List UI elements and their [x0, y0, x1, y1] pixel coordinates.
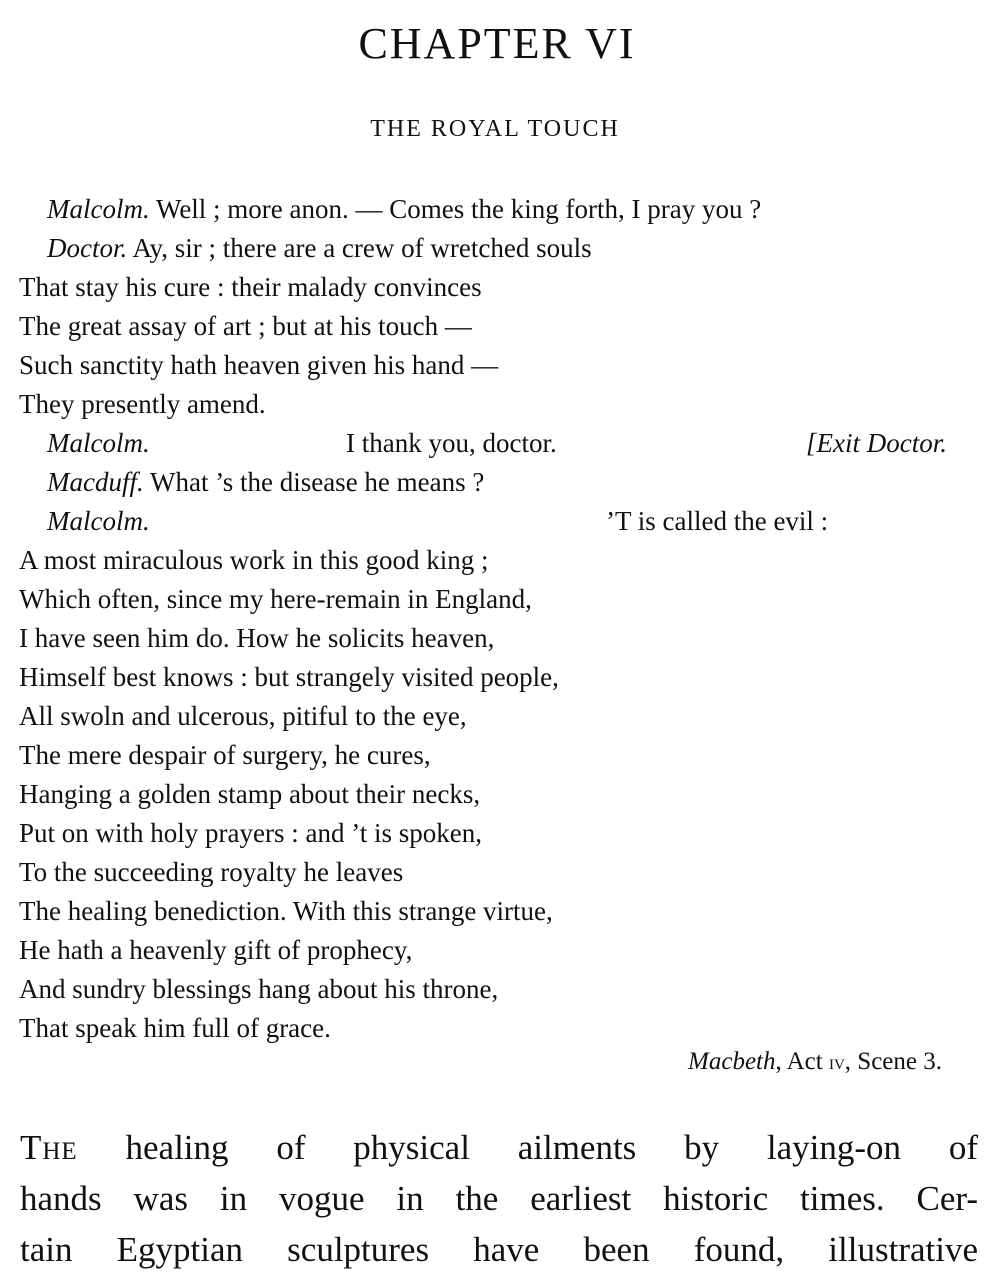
verse-text: Well ; more anon. — Comes the king forth, I pray you ?	[149, 194, 762, 224]
verse-text: ’T is called the evil :	[606, 506, 829, 536]
paragraph-line-text: healing of physical ailments by laying-on of	[77, 1128, 978, 1167]
verse-line: To the succeeding royalty he leaves	[19, 857, 404, 887]
epigraph-citation	[688, 1048, 942, 1076]
verse-line: That stay his cure : their malady convinces	[19, 272, 482, 302]
verse-text: I thank you, doctor.	[346, 428, 557, 458]
citation-scene: , Scene 3.	[844, 1048, 942, 1075]
verse-line	[47, 229, 592, 268]
verse-text: What ’s the disease he means ?	[143, 467, 485, 497]
verse-line: Hanging a golden stamp about their necks,	[19, 779, 481, 809]
verse-line: A most miraculous work in this good king ;	[19, 545, 489, 575]
speaker-name: Macduff.	[47, 467, 144, 497]
speaker-name: Malcolm.	[47, 506, 150, 536]
body-paragraph	[20, 1122, 978, 1275]
verse-line: Put on with holy prayers : and ’t is spoken,	[19, 818, 482, 848]
verse-line	[47, 463, 484, 502]
verse-line: Which often, since my here-remain in England,	[19, 584, 532, 614]
citation-act: iv	[828, 1049, 845, 1074]
chapter-subtitle: THE ROYAL TOUCH	[370, 116, 620, 142]
stage-direction: [Exit Doctor.	[806, 428, 947, 458]
verse-line: Such sanctity hath heaven given his hand —	[19, 350, 499, 380]
verse-line: I have seen him do. How he solicits heaven,	[19, 623, 495, 653]
speaker-name: Doctor.	[47, 233, 128, 263]
chapter-heading: CHAPTER VI	[358, 19, 636, 68]
paragraph-line	[20, 1122, 978, 1173]
verse-line: All swoln and ulcerous, pitiful to the eye,	[19, 701, 467, 731]
verse-line: They presently amend.	[19, 389, 266, 419]
citation-sep: , Act	[775, 1048, 829, 1075]
speaker-name: Malcolm.	[47, 194, 150, 224]
verse-text: Ay, sir ; there are a crew of wretched souls	[127, 233, 592, 263]
verse-line: And sundry blessings hang about his throne,	[19, 974, 499, 1004]
verse-line: The mere despair of surgery, he cures,	[19, 740, 431, 770]
verse-line: The great assay of art ; but at his touch —	[19, 311, 472, 341]
verse-line	[47, 190, 761, 229]
paragraph-line: hands was in vogue in the earliest historic times. Cer-	[20, 1179, 978, 1218]
verse-line: Himself best knows : but strangely visited people,	[19, 662, 559, 692]
opening-word: The	[20, 1128, 78, 1167]
speaker-name: Malcolm.	[47, 428, 150, 458]
citation-work: Macbeth	[688, 1048, 776, 1075]
paragraph-line: tain Egyptian sculptures have been found, illustrative	[20, 1230, 978, 1269]
verse-line: That speak him full of grace.	[19, 1013, 331, 1043]
verse-line: He hath a heavenly gift of prophecy,	[19, 935, 413, 965]
verse-line: The healing benediction. With this strange virtue,	[19, 896, 553, 926]
